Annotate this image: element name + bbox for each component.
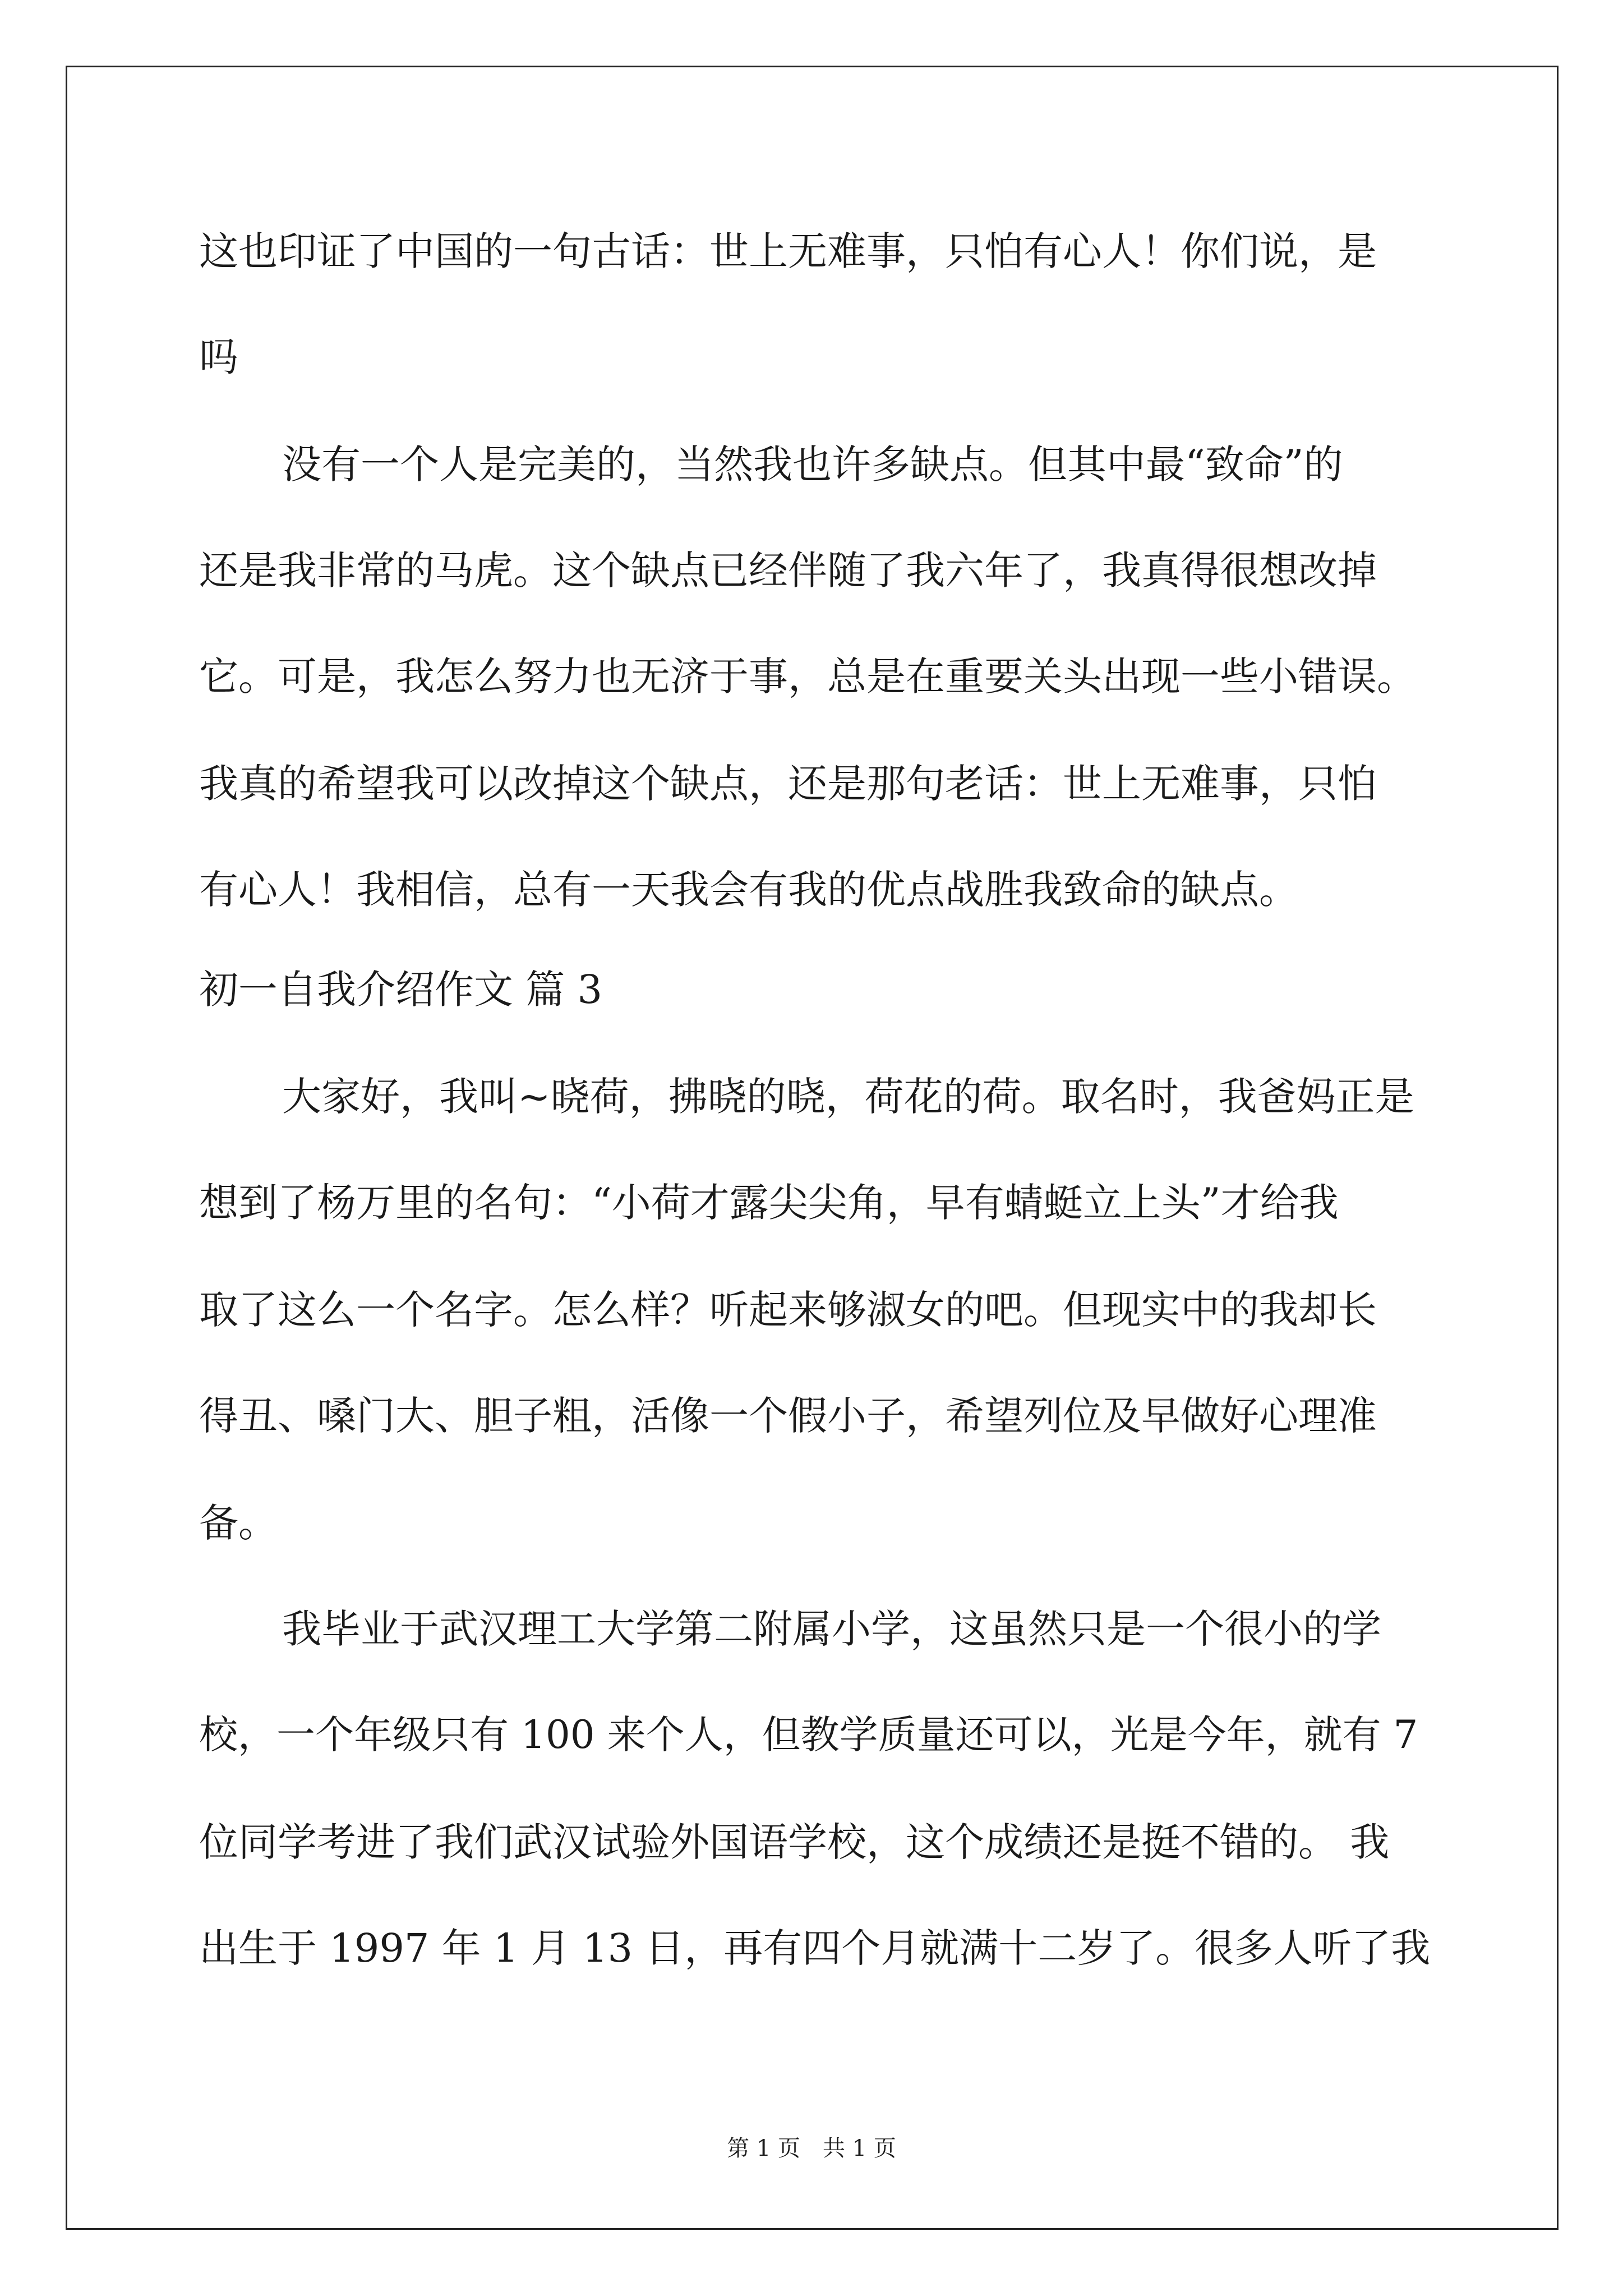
text-line: 我真的希望我可以改掉这个缺点，还是那句老话：世上无难事，只怕 [199,761,1377,807]
text-line: 想到了杨万里的名句：“小荷才露尖尖角，早有蜻蜓立上头”才给我 [199,1180,1339,1226]
page-number: 第 1 页 [727,2136,800,2161]
text-line: 大家好，我叫~晓荷，拂晓的晓，荷花的荷。取名时，我爸妈正是 [282,1074,1414,1120]
text-line: 还是我非常的马虎。这个缺点已经伴随了我六年了，我真得很想改掉 [199,547,1377,593]
page-total: 共 1 页 [823,2136,896,2161]
text-line: 它。可是，我怎么努力也无济于事，总是在重要关头出现一些小错误。 [199,654,1416,700]
text-line: 备。 [199,1500,278,1546]
text-line: 没有一个人是完美的，当然我也许多缺点。但其中最“致命”的 [282,441,1343,487]
section-heading: 初一自我介绍作文 篇 3 [199,967,603,1013]
text-line: 我毕业于武汉理工大学第二附属小学，这虽然只是一个很小的学 [282,1606,1381,1652]
text-line: 得丑、嗓门大、胆子粗，活像一个假小子，希望列位及早做好心理准 [199,1393,1377,1439]
text-line: 位同学考进了我们武汉试验外国语学校，这个成绩还是挺不错的。 我 [199,1819,1390,1865]
text-line: 吗 [199,334,238,380]
text-line: 出生于 1997 年 1 月 13 日，再有四个月就满十二岁了。很多人听了我 [199,1925,1431,1971]
page-border [66,66,1559,2230]
text-line: 取了这么一个名字。怎么样？听起来够淑女的吧。但现实中的我却长 [199,1287,1377,1333]
text-line: 这也印证了中国的一句古话：世上无难事，只怕有心人！你们说，是 [199,228,1377,274]
text-line: 有心人！我相信，总有一天我会有我的优点战胜我致命的缺点。 [199,867,1298,913]
page-footer [0,2132,1623,2165]
text-line: 校，一个年级只有 100 来个人，但教学质量还可以，光是今年，就有 7 [199,1713,1418,1757]
